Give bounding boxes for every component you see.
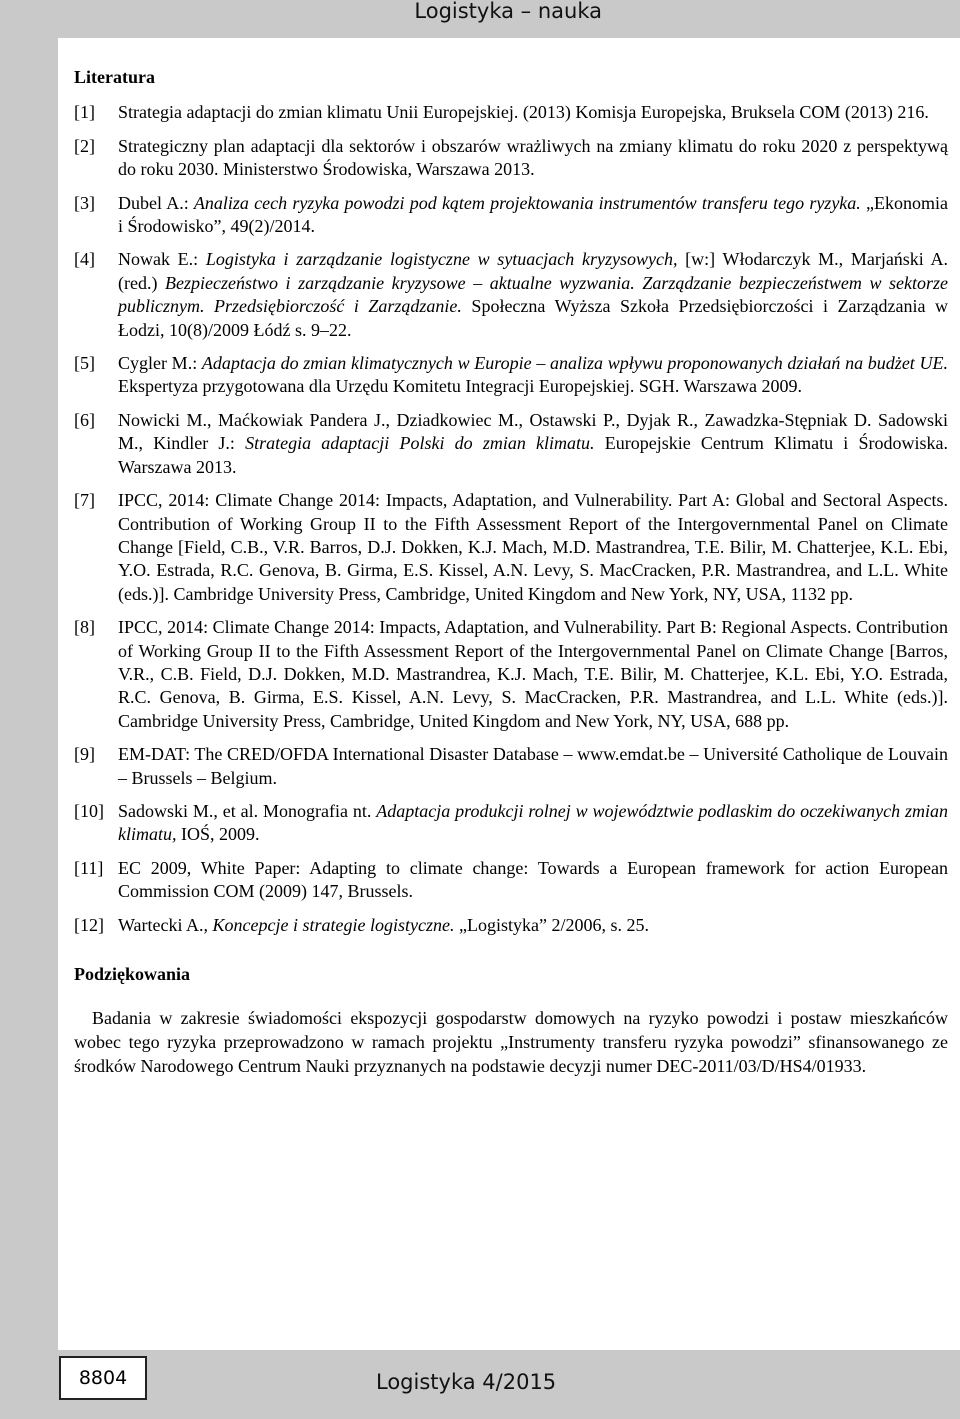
- reference-segment: Wartecki A.,: [118, 914, 213, 935]
- reference-segment: Cygler M.:: [118, 353, 202, 374]
- reference-number: [4]: [74, 249, 95, 270]
- reference-number: [5]: [74, 353, 95, 374]
- page-number: 8804: [59, 1356, 147, 1400]
- reference-segment: EC 2009, White Paper: Adapting to climate change: Towards a European framework for action European Commission COM (2009) 147, Brussels.: [118, 857, 948, 902]
- header-title: Logistyka – nauka: [414, 0, 602, 23]
- reference-segment: „Ekonomia i Środowisko”, 49(2)/2014.: [118, 192, 948, 237]
- reference-title: Logistyka i zarządzanie logistyczne w sytuacjach kryzysowych,: [205, 249, 678, 270]
- reference-title: Adaptacja do zmian klimatycznych w Europie – analiza wpływu proponowanych działań na budżet UE.: [201, 353, 948, 374]
- reference-segment: EM-DAT: The CRED/OFDA International Disaster Database – www.emdat.be – Université Catholique de Louvain – Brussels – Belgium.: [118, 744, 948, 788]
- reference-list: [74, 101, 948, 937]
- reference-segment: Strategia adaptacji do zmian klimatu Unii Europejskiej. (2013) Komisja Europejska, Bruksela COM (2013) 216.: [118, 102, 929, 123]
- reference-text: [118, 248, 948, 342]
- reference-title: Adaptacja produkcji rolnej w województwie podlaskim do oczekiwanych zmian klimatu,: [118, 800, 948, 845]
- reference-item: [74, 489, 948, 606]
- reference-text: [118, 192, 948, 239]
- reference-text: [118, 616, 948, 733]
- reference-text: [118, 135, 948, 182]
- reference-segment: Strategiczny plan adaptacji dla sektorów i obszarów wrażliwych na zmiany klimatu do roku 2020 z perspektywą do roku 2030. Ministerstwo Środowiska, Warszawa 2013.: [118, 135, 948, 180]
- reference-number: [9]: [74, 744, 95, 765]
- reference-number: [11]: [74, 857, 104, 878]
- reference-item: [74, 800, 948, 847]
- reference-item: [74, 352, 948, 399]
- reference-item: [74, 101, 948, 124]
- reference-text: [118, 914, 948, 937]
- reference-item: [74, 743, 948, 790]
- reference-segment: Dubel A.:: [118, 192, 194, 213]
- reference-item: [74, 135, 948, 182]
- reference-text: [118, 409, 948, 479]
- reference-segment: Ekspertyza przygotowana dla Urzędu Komitetu Integracji Europejskiej. SGH. Warszawa 2009.: [118, 376, 802, 397]
- reference-item: [74, 914, 948, 937]
- reference-segment: IOŚ, 2009.: [176, 824, 260, 845]
- reference-title: Bezpieczeństwo i zarządzanie kryzysowe – aktualne wyzwania. Zarządzanie bezpieczeństwem w sektorze publicznym. Przedsiębiorczość i Zarządzanie.: [118, 272, 948, 317]
- reference-number: [2]: [74, 135, 95, 156]
- reference-text: [118, 101, 948, 124]
- reference-title: Analiza cech ryzyka powodzi pod kątem projektowania instrumentów transferu tego ryzyka.: [193, 192, 861, 213]
- reference-number: [7]: [74, 490, 95, 511]
- reference-item: [74, 857, 948, 904]
- reference-text: [118, 857, 948, 904]
- reference-segment: Nowak E.:: [118, 249, 206, 270]
- page-content: [74, 66, 948, 1078]
- reference-title: Koncepcje i strategie logistyczne.: [212, 914, 455, 935]
- literature-heading: Literatura: [74, 67, 155, 87]
- reference-segment: Nowicki M., Maćkowiak Pandera J., Dziadkowiec M., Ostawski P., Dyjak R., Zawadzka-Stępniak D. Sadowski M., Kindler J.:: [118, 409, 948, 454]
- reference-segment: IPCC, 2014: Climate Change 2014: Impacts, Adaptation, and Vulnerability. Part B: Regional Aspects. Contribution of Working Group II to the Fifth Assessment Report of the Intergovernmental Panel on Climate Change [Barros, V.R., C.B. Field, D.J. Dokken, M.D. Mastrandrea, K.J. Mach, T.E. Bilir, M. Chatterjee, K.L. Ebi, Y.O. Estrada, R.C. Genova, B. Girma, E.S. Kissel, A.N. Levy, S. MacCracken, P.R. Mastrandrea, and L.L. White (eds.)]. Cambridge University Press, Cambridge, United Kingdom and New York, NY, USA, 688 pp.: [118, 617, 948, 731]
- acknowledgements-heading: Podziękowania: [74, 964, 191, 984]
- reference-segment: Sadowski M., et al. Monografia nt.: [118, 800, 377, 821]
- running-header: [0, 0, 960, 36]
- reference-segment: Europejskie Centrum Klimatu i Środowiska. Warszawa 2013.: [118, 433, 949, 477]
- reference-number: [6]: [74, 409, 95, 430]
- reference-text: [118, 743, 948, 790]
- reference-item: [74, 192, 948, 239]
- reference-number: [8]: [74, 617, 95, 638]
- reference-text: [118, 352, 948, 399]
- acknowledgements-text: Badania w zakresie świadomości ekspozycji gospodarstw domowych na ryzyko powodzi i postaw mieszkańców wobec tego ryzyka przeprowadzono w ramach projektu „Instrumenty transferu ryzyka powodzi” sfinansowanego ze środków Narodowego Centrum Nauki przyznanych na podstawie decyzji numer DEC-2011/03/D/HS4/01933.: [74, 1008, 948, 1077]
- reference-number: [3]: [74, 192, 95, 213]
- footer-journal: Logistyka 4/2015: [376, 1370, 557, 1394]
- reference-item: [74, 616, 948, 733]
- reference-segment: [w:] Włodarczyk M., Marjański A. (red.): [118, 249, 949, 293]
- reference-number: [12]: [74, 914, 104, 935]
- reference-segment: IPCC, 2014: Climate Change 2014: Impacts, Adaptation, and Vulnerability. Part A: Global and Sectoral Aspects. Contribution of Working Group II to the Fifth Assessment Report of the Intergovernmental Panel on Climate Change [Field, C.B., V.R. Barros, D.J. Dokken, K.J. Mach, M.D. Mastrandrea, T.E. Bilir, M. Chatterjee, K.L. Ebi, Y.O. Estrada, R.C. Genova, B. Girma, E.S. Kissel, A.N. Levy, S. MacCracken, P.R. Mastrandrea, and L.L. White (eds.)]. Cambridge University Press, Cambridge, United Kingdom and New York, NY, USA, 1132 pp.: [118, 490, 948, 604]
- reference-item: [74, 409, 948, 479]
- reference-number: [10]: [74, 800, 104, 821]
- reference-title: Strategia adaptacji Polski do zmian klimatu.: [245, 433, 595, 454]
- reference-text: [118, 489, 948, 606]
- reference-segment: „Logistyka” 2/2006, s. 25.: [454, 914, 649, 935]
- reference-number: [1]: [74, 102, 95, 123]
- reference-item: [74, 248, 948, 342]
- reference-text: [118, 800, 948, 847]
- reference-segment: Społeczna Wyższa Szkoła Przedsiębiorczości i Zarządzania w Łodzi, 10(8)/2009 Łódź s. 9–22.: [118, 296, 948, 340]
